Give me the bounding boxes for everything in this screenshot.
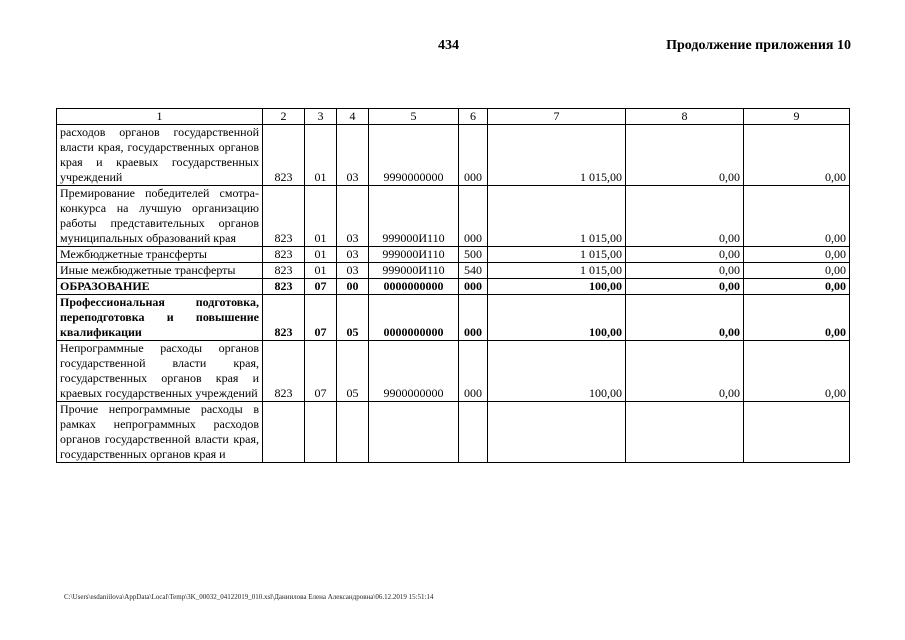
row-description: Профессиональная подготовка, переподготовка и повышение квалификации [57,295,263,341]
code-admin: 823 [263,279,305,295]
code-target: 999000И110 [369,186,459,247]
code-expense-type: 000 [459,295,488,341]
table-row [57,402,850,463]
file-path-footer: C:\Users\esdaniilova\AppData\Local\Temp\3K_00032_04122019_010.xsl\Даниилова Елена Александровна\06.12.2019 15:51:14 [64,593,434,601]
table-row [57,279,850,295]
amount-year2: 0,00 [626,295,744,341]
code-subsection: 03 [337,263,369,279]
code-section: 01 [305,125,337,186]
code-target: 0000000000 [369,279,459,295]
amount-year3: 0,00 [744,279,850,295]
code-section: 07 [305,279,337,295]
code-expense-type: 000 [459,186,488,247]
amount-year2: 0,00 [626,125,744,186]
table-row [57,247,850,263]
amount-year1: 100,00 [488,279,626,295]
code-expense-type: 500 [459,247,488,263]
amount-year2: 0,00 [626,341,744,402]
code-target: 0000000000 [369,295,459,341]
code-subsection [337,402,369,463]
amount-year1: 100,00 [488,295,626,341]
code-subsection: 03 [337,186,369,247]
row-description: расходов органов государственной власти края, государственных органов края и краевых государственных учреждений [57,125,263,186]
amount-year1: 100,00 [488,341,626,402]
code-admin: 823 [263,125,305,186]
table-row [57,186,850,247]
amount-year2: 0,00 [626,279,744,295]
amount-year1: 1 015,00 [488,125,626,186]
code-section: 01 [305,247,337,263]
column-header: 1 [57,109,263,125]
table-row [57,295,850,341]
amount-year3: 0,00 [744,341,850,402]
code-target [369,402,459,463]
table-row [57,341,850,402]
amount-year2: 0,00 [626,263,744,279]
budget-table [56,108,850,463]
amount-year3: 0,00 [744,186,850,247]
amount-year3 [744,402,850,463]
page-number: 434 [438,38,459,53]
amount-year1 [488,402,626,463]
appendix-note: Продолжение приложения 10 [666,38,851,53]
row-description: Премирование победителей смотра-конкурса на лучшую организацию работы представительных органов муниципальных образований края [57,186,263,247]
amount-year3: 0,00 [744,125,850,186]
column-header: 2 [263,109,305,125]
column-number-row [57,109,850,125]
code-expense-type: 000 [459,341,488,402]
code-section [305,402,337,463]
code-target: 999000И110 [369,247,459,263]
amount-year1: 1 015,00 [488,186,626,247]
code-admin: 823 [263,247,305,263]
row-description: Межбюджетные трансферты [57,247,263,263]
amount-year1: 1 015,00 [488,263,626,279]
code-admin: 823 [263,186,305,247]
code-subsection: 05 [337,295,369,341]
code-section: 01 [305,263,337,279]
amount-year2: 0,00 [626,186,744,247]
code-section: 01 [305,186,337,247]
code-admin [263,402,305,463]
column-header: 3 [305,109,337,125]
amount-year3: 0,00 [744,295,850,341]
code-section: 07 [305,341,337,402]
code-subsection: 00 [337,279,369,295]
code-section: 07 [305,295,337,341]
column-header: 5 [369,109,459,125]
code-expense-type: 000 [459,279,488,295]
code-expense-type: 540 [459,263,488,279]
column-header: 9 [744,109,850,125]
column-header: 8 [626,109,744,125]
amount-year3: 0,00 [744,263,850,279]
row-description: ОБРАЗОВАНИЕ [57,279,263,295]
code-expense-type: 000 [459,125,488,186]
code-target: 9900000000 [369,341,459,402]
amount-year1: 1 015,00 [488,247,626,263]
column-header: 7 [488,109,626,125]
code-expense-type [459,402,488,463]
amount-year2: 0,00 [626,247,744,263]
row-description: Непрограммные расходы органов государственной власти края, государственных органов края и краевых государственных учреждений [57,341,263,402]
code-subsection: 03 [337,247,369,263]
code-subsection: 03 [337,125,369,186]
row-description: Прочие непрограммные расходы в рамках непрограммных расходов органов государственной власти края, государственных органов края и [57,402,263,463]
code-subsection: 05 [337,341,369,402]
amount-year3: 0,00 [744,247,850,263]
row-description: Иные межбюджетные трансферты [57,263,263,279]
column-header: 6 [459,109,488,125]
code-admin: 823 [263,263,305,279]
code-admin: 823 [263,341,305,402]
code-admin: 823 [263,295,305,341]
amount-year2 [626,402,744,463]
code-target: 9990000000 [369,125,459,186]
table-row [57,263,850,279]
table-row [57,125,850,186]
column-header: 4 [337,109,369,125]
code-target: 999000И110 [369,263,459,279]
